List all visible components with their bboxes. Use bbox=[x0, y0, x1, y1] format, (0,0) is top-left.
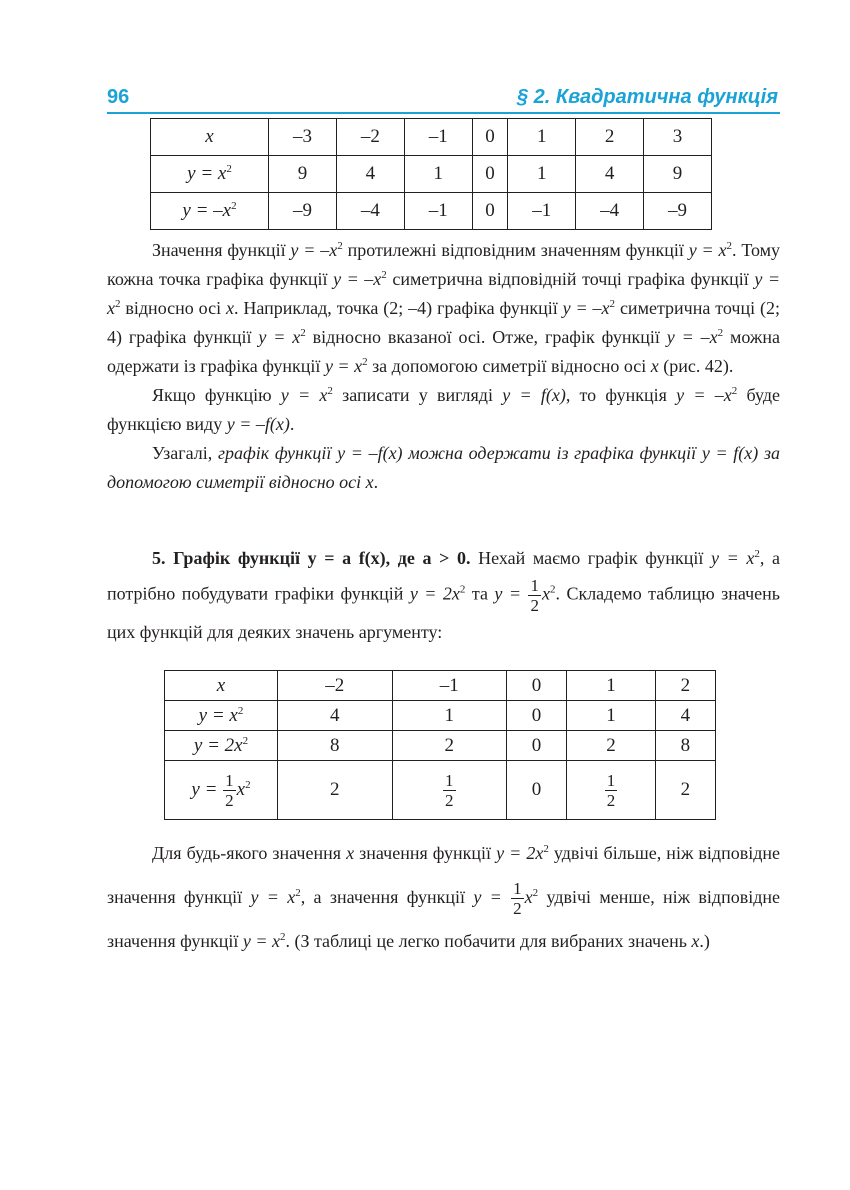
table-cell: 1 bbox=[508, 119, 576, 156]
page-number: 96 bbox=[107, 86, 130, 108]
table-cell: 2 bbox=[392, 731, 507, 761]
table-cell: 0 bbox=[472, 119, 508, 156]
table-cell: 0 bbox=[507, 731, 567, 761]
fraction: $\frac{1}{2}$ bbox=[513, 879, 522, 919]
table-row bbox=[165, 731, 716, 761]
table-cell: 1 bbox=[567, 701, 656, 731]
table-cell: –1 bbox=[508, 193, 576, 230]
table-cell: 4 bbox=[655, 701, 715, 731]
table-cell: 2 bbox=[567, 731, 656, 761]
table-cell: 0 bbox=[507, 671, 567, 701]
table-row bbox=[151, 193, 712, 230]
table-cell: 2 bbox=[655, 761, 715, 820]
table-cell: –1 bbox=[392, 671, 507, 701]
table-cell: –4 bbox=[336, 193, 404, 230]
table-cell: 8 bbox=[278, 731, 393, 761]
table-cell: 8 bbox=[655, 731, 715, 761]
paragraph: Для будь-якого значення x значення функції $y = 2x^2$ удвічі більше, ніж відповідне значення функції $y = x^2$, а значення функції y = $\frac{1}{2}$ $x^2$ удвічі менше, ніж відповідне значення функції $y = x^2$. (З таблиці це легко побачити для вибраних значень x.) bbox=[107, 843, 781, 951]
paragraph: Узагалі, графік функції y = –f(x) можна одержати із графіка функції y = f(x) за допомогою симетрії відносно осі x. bbox=[107, 443, 780, 492]
table-cell: –2 bbox=[278, 671, 393, 701]
table-row bbox=[151, 119, 712, 156]
table-cell: 2 bbox=[278, 761, 393, 820]
body-text-lower bbox=[107, 831, 780, 963]
table-cell: 2 bbox=[655, 671, 715, 701]
table-cell: 4 bbox=[336, 156, 404, 193]
table-cell: –2 bbox=[336, 119, 404, 156]
row-label: $y = x^2$ bbox=[151, 156, 269, 193]
table-cell: 2 bbox=[576, 119, 644, 156]
header-rule bbox=[107, 112, 780, 114]
row-label: $y = x^2$ bbox=[165, 701, 278, 731]
section-heading: 5. Графік функції y = a f(x), де a > 0. bbox=[152, 548, 471, 568]
table-cell: 9 bbox=[269, 156, 337, 193]
body-text-section5 bbox=[107, 541, 780, 650]
table-cell: 3 bbox=[644, 119, 712, 156]
fraction: $\frac{1}{2}$ bbox=[445, 770, 454, 810]
body-text-upper bbox=[107, 236, 780, 497]
table-header-cell: x bbox=[165, 671, 278, 701]
fraction: $\frac{1}{2}$ bbox=[606, 770, 616, 810]
table-cell bbox=[567, 761, 656, 820]
table-cell: 4 bbox=[278, 701, 393, 731]
table-cell: 1 bbox=[567, 671, 656, 701]
values-table-2 bbox=[164, 670, 716, 820]
table-cell: –1 bbox=[404, 193, 472, 230]
row-label: $y = 2x^2$ bbox=[165, 731, 278, 761]
row-label: $y = -x^2$ bbox=[151, 193, 269, 230]
table-cell: 0 bbox=[507, 701, 567, 731]
paragraph: Якщо функцію $y = x^2$ записати у вигляді y = f(x), то функція $y = -x^2$ буде функцією виду y = –f(x). bbox=[107, 385, 781, 434]
table-row bbox=[165, 761, 716, 820]
table-cell: –4 bbox=[576, 193, 644, 230]
table-cell: 1 bbox=[508, 156, 576, 193]
fraction: $\frac{1}{2}$ bbox=[530, 576, 539, 615]
table-row bbox=[165, 671, 716, 701]
paragraph: 5. Графік функції y = a f(x), де a > 0. Нехай маємо графік функції $y = x^2$, а потрібно побудувати графіки функцій $y = 2x^2$ та y = $\frac{1}{2}$ $x^2$. Складемо таблицю значень цих функцій для деяких значень аргументу: bbox=[107, 548, 781, 642]
table-cell: 0 bbox=[507, 761, 567, 820]
table-row bbox=[165, 701, 716, 731]
paragraph: Значення функції $y = -x^2$ протилежні відповідним значенням функції $y = x^2$. Тому кожна точка графіка функції $y = -x^2$ симетрична відповідній точці графіка функції $y = x^2$ відносно осі x. Наприклад, точка (2; –4) графіка функції $y = -x^2$ симетрична точці (2; 4) графіка функції $y = x^2$ відносно вказаної осі. Отже, графік функції $y = -x^2$ можна одержати із графіка функції $y = x^2$ за допомогою симетрії відносно осі x (рис. 42). bbox=[107, 240, 781, 376]
table-cell: 1 bbox=[404, 156, 472, 193]
table-cell: 1 bbox=[392, 701, 507, 731]
table-row bbox=[151, 156, 712, 193]
table-cell: –9 bbox=[644, 193, 712, 230]
table-cell: –9 bbox=[269, 193, 337, 230]
table-cell bbox=[392, 761, 507, 820]
table-cell: 0 bbox=[472, 156, 508, 193]
table-header-cell: x bbox=[151, 119, 269, 156]
table-cell: 9 bbox=[644, 156, 712, 193]
table-cell: –3 bbox=[269, 119, 337, 156]
row-label: y = $\frac{1}{2}$ $x^2$ bbox=[165, 761, 278, 820]
table-cell: 4 bbox=[576, 156, 644, 193]
section-title: § 2. Квадратична функція bbox=[516, 86, 778, 108]
values-table-1 bbox=[150, 118, 712, 230]
fraction: $\frac{1}{2}$ bbox=[225, 770, 234, 810]
table-cell: 0 bbox=[472, 193, 508, 230]
table-cell: –1 bbox=[404, 119, 472, 156]
